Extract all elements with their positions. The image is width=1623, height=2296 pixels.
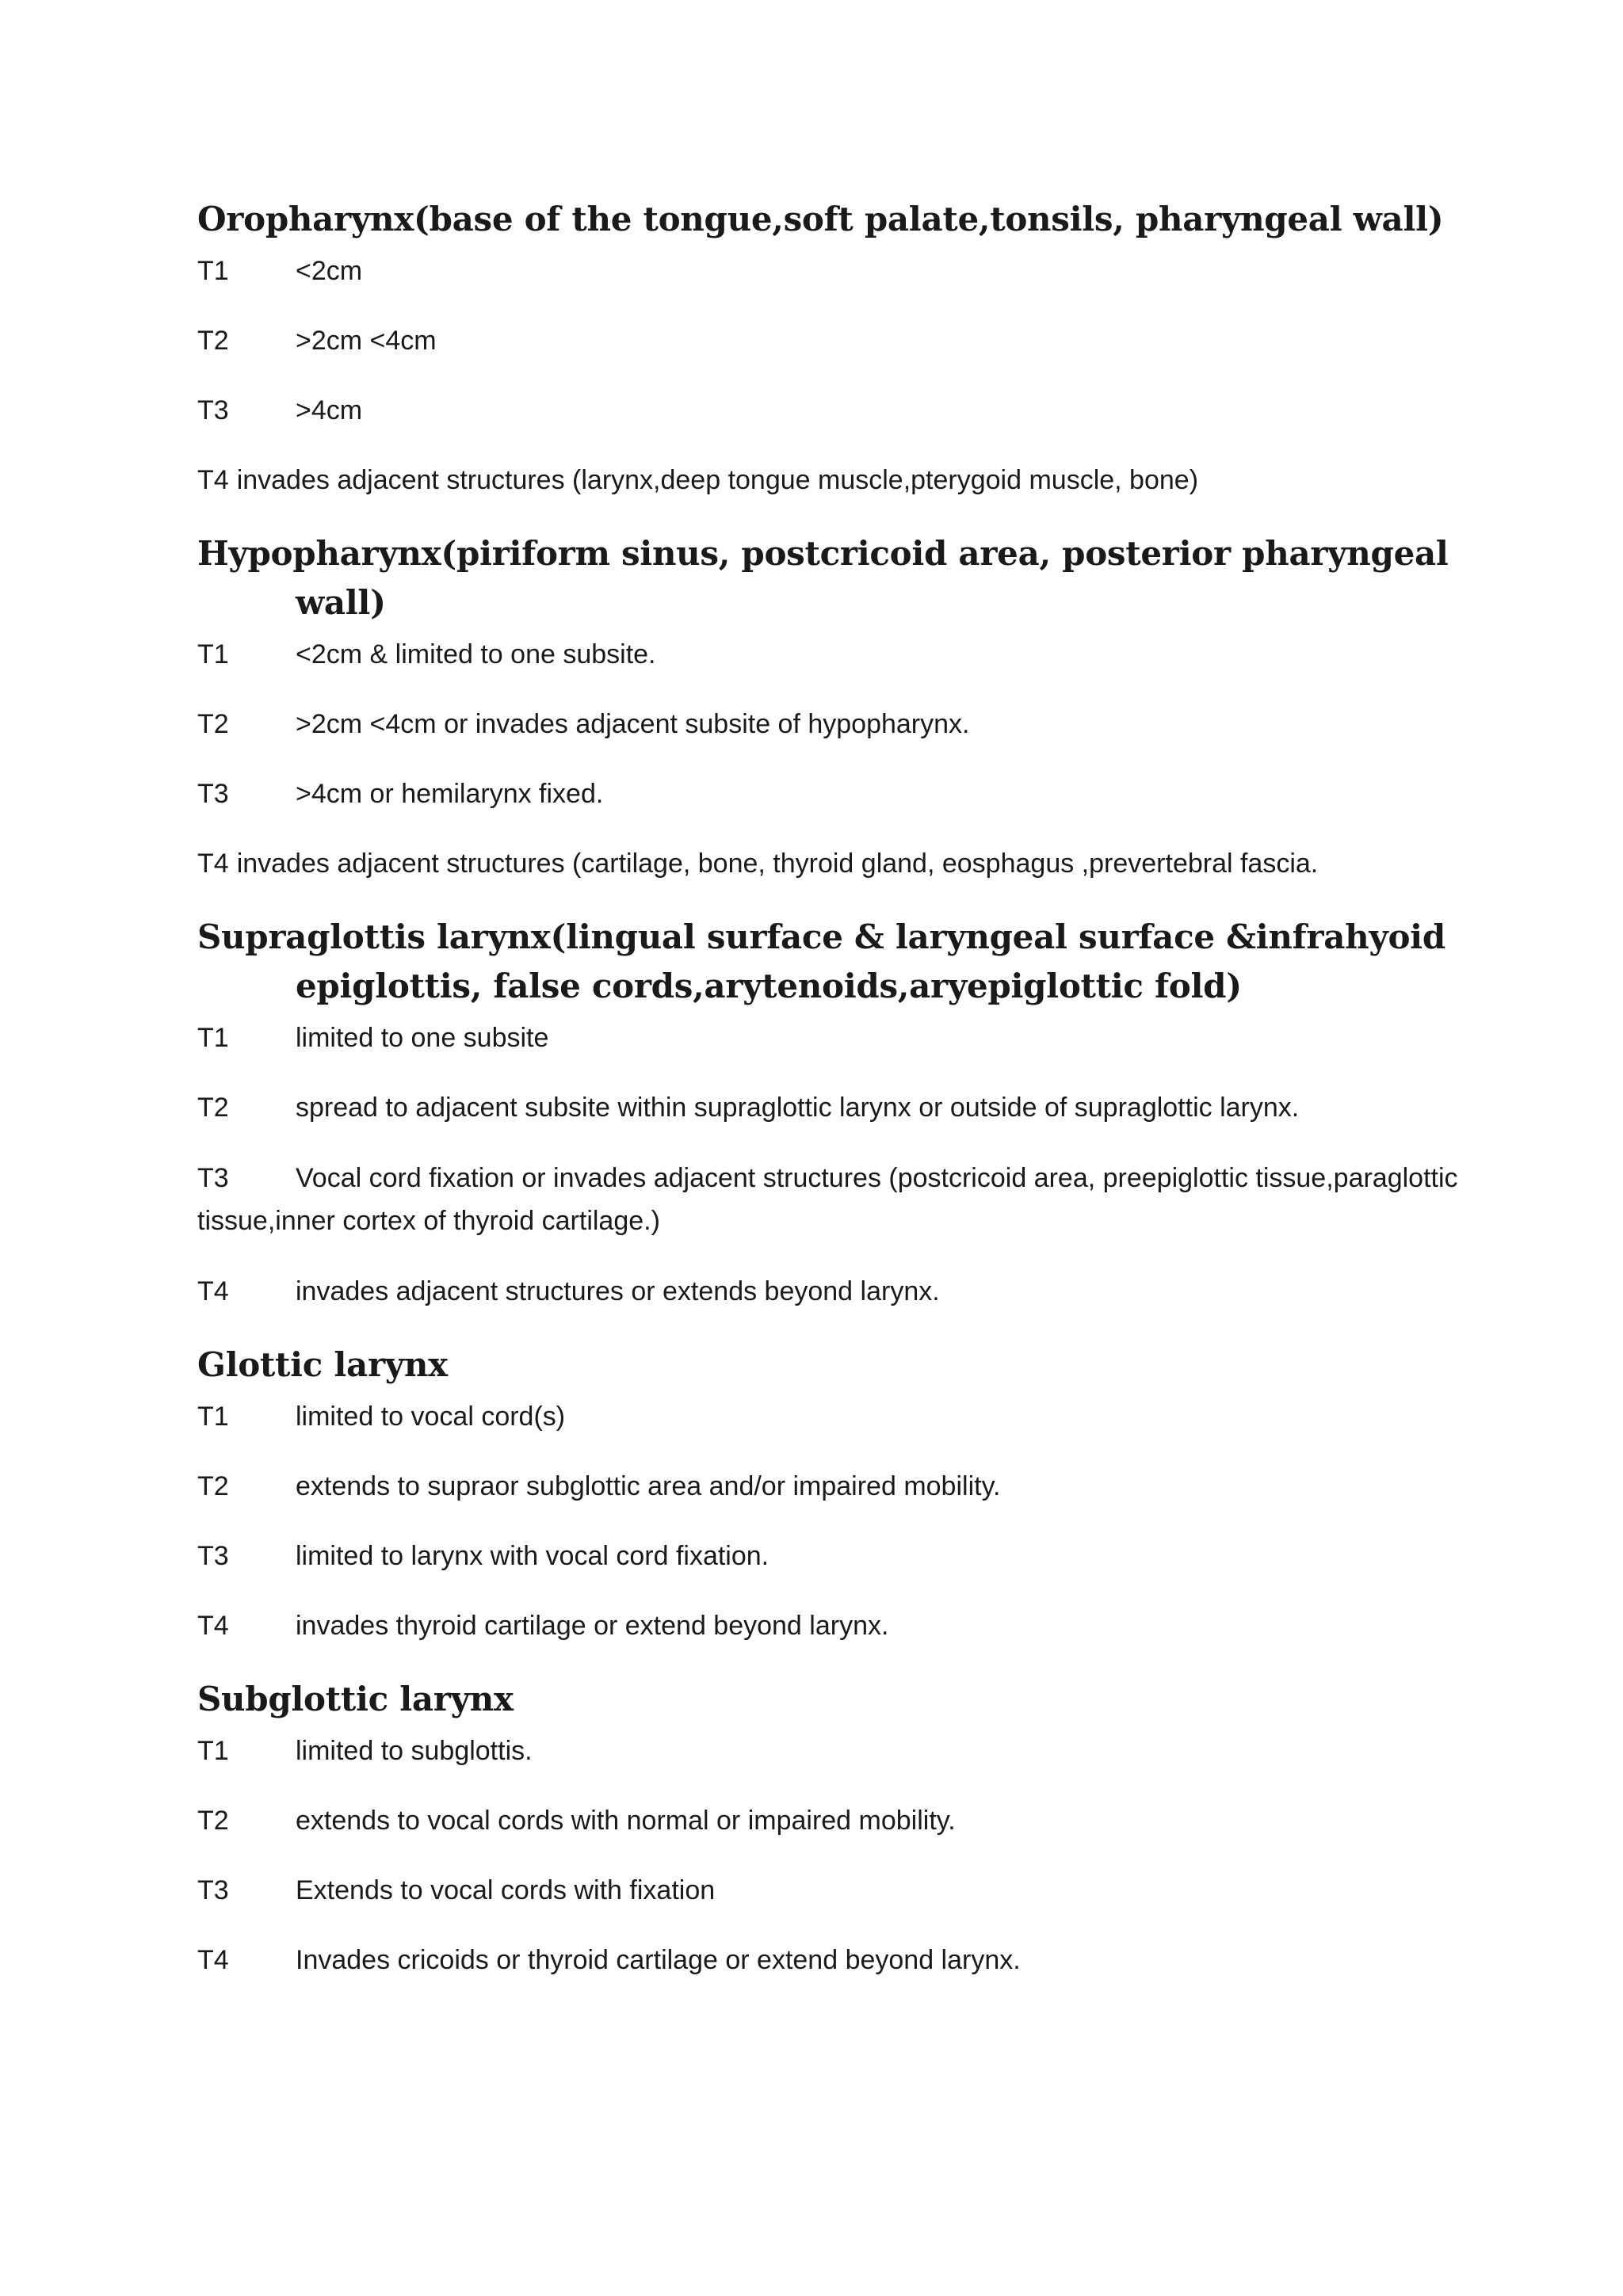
section-supraglottis-larynx <box>197 913 1465 1312</box>
section-heading: Glottic larynx <box>197 1345 448 1384</box>
stage-code: T4 <box>197 465 229 495</box>
stage-row <box>197 1870 1465 1911</box>
stage-code: T1 <box>197 256 229 286</box>
stage-row <box>197 634 1465 675</box>
stage-code: T4 <box>197 1611 229 1641</box>
section-glottic-larynx <box>197 1341 1465 1646</box>
stage-code: T3 <box>197 395 229 425</box>
section-heading: Subglottic larynx <box>197 1680 514 1718</box>
stage-code: T3 <box>197 1875 229 1905</box>
stage-text: invades adjacent structures or extends beyond larynx. <box>296 1276 940 1306</box>
stage-row <box>197 1396 1465 1437</box>
stage-code: T2 <box>197 326 229 356</box>
stage-text: invades adjacent structures (larynx,deep tongue muscle,pterygoid muscle, bone) <box>236 465 1199 495</box>
stage-text: <2cm <box>296 256 363 286</box>
section-heading: Oropharynx(base of the tongue,soft palate,tonsils, pharyngeal wall) <box>197 200 1444 238</box>
stage-row <box>197 320 1465 361</box>
stage-text: invades thyroid cartilage or extend beyond larynx. <box>296 1611 889 1641</box>
stage-row <box>197 1087 1465 1128</box>
stage-text: Invades cricoids or thyroid cartilage or extend beyond larynx. <box>296 1945 1021 1975</box>
stage-code: T2 <box>197 709 229 739</box>
stage-text: limited to vocal cord(s) <box>296 1402 566 1432</box>
stage-text: >4cm <box>296 395 363 425</box>
stage-code: T2 <box>197 1471 229 1501</box>
stage-text: >2cm <4cm <box>296 326 437 356</box>
stage-row <box>197 460 1465 501</box>
stage-text: >4cm or hemilarynx fixed. <box>296 779 604 809</box>
stage-text: extends to vocal cords with normal or impaired mobility. <box>296 1806 956 1836</box>
stage-row <box>197 1605 1465 1646</box>
stage-text: <2cm & limited to one subsite. <box>296 639 656 669</box>
stage-row <box>197 1017 1465 1058</box>
stage-text: >2cm <4cm or invades adjacent subsite of hypopharynx. <box>296 709 970 739</box>
stage-row <box>197 704 1465 745</box>
section-subglottic-larynx <box>197 1675 1465 1981</box>
stage-row <box>197 1271 1465 1312</box>
stage-text: invades adjacent structures (cartilage, bone, thyroid gland, eosphagus ,prevertebral fascia. <box>236 849 1319 879</box>
stage-text: extends to supraor subglottic area and/or impaired mobility. <box>296 1471 1001 1501</box>
stage-row <box>197 843 1465 884</box>
stage-code: T1 <box>197 639 229 669</box>
stage-row <box>197 1800 1465 1841</box>
section-oropharynx <box>197 195 1465 501</box>
stage-row <box>197 250 1465 292</box>
stage-code: T2 <box>197 1806 229 1836</box>
stage-row <box>197 773 1465 814</box>
stage-code: T1 <box>197 1023 229 1053</box>
section-heading: Hypopharynx(piriform sinus, postcricoid area, posterior pharyngeal wall) <box>197 534 1449 622</box>
stage-code: T4 <box>197 849 229 879</box>
stage-text: limited to subglottis. <box>296 1736 533 1766</box>
stage-code: T3 <box>197 1163 229 1193</box>
stage-code: T4 <box>197 1945 229 1975</box>
stage-text: Vocal cord fixation or invades adjacent structures (postcricoid area, preepiglottic tissue,paraglottic tissue,inner cortex of thyroid cartilage.) <box>197 1163 1458 1236</box>
stage-code: T1 <box>197 1402 229 1432</box>
stage-row <box>197 1730 1465 1772</box>
stage-code: T3 <box>197 1541 229 1571</box>
stage-row <box>197 1939 1465 1981</box>
section-hypopharynx <box>197 529 1465 884</box>
stage-text: spread to adjacent subsite within supraglottic larynx or outside of supraglottic larynx. <box>296 1093 1300 1123</box>
stage-row <box>197 1535 1465 1577</box>
section-heading: Supraglottis larynx(lingual surface & laryngeal surface &infrahyoid epiglottis, false cords,arytenoids,aryepiglottic fold) <box>197 917 1445 1005</box>
document-page <box>197 195 1465 2009</box>
stage-text: limited to larynx with vocal cord fixation. <box>296 1541 769 1571</box>
stage-code: T2 <box>197 1093 229 1123</box>
stage-code: T3 <box>197 779 229 809</box>
stage-text: limited to one subsite <box>296 1023 549 1053</box>
stage-row <box>197 1157 1465 1242</box>
stage-text: Extends to vocal cords with fixation <box>296 1875 716 1905</box>
stage-row <box>197 390 1465 431</box>
stage-code: T4 <box>197 1276 229 1306</box>
stage-code: T1 <box>197 1736 229 1766</box>
stage-row <box>197 1466 1465 1507</box>
